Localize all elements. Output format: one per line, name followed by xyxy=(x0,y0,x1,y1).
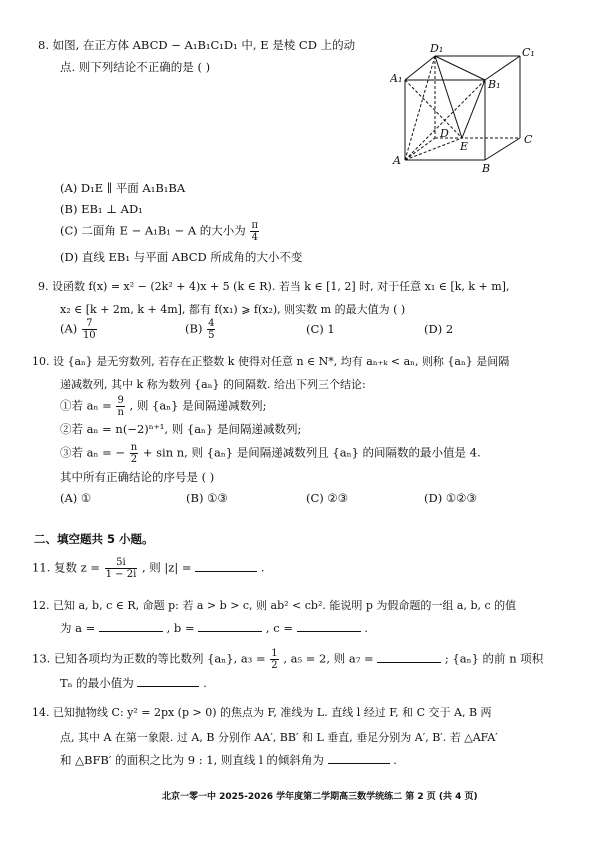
fraction-7-10: $\frac{7}{10}$ xyxy=(82,318,96,341)
q8-option-a: (A) D₁E ∥ 平面 A₁B₁BA xyxy=(60,181,186,195)
q8-option-d: (D) 直线 EB₁ 与平面 ABCD 所成角的大小不变 xyxy=(60,250,303,264)
fraction-pi-over-4: $\frac{\pi}{4}$ xyxy=(251,220,259,243)
fraction-n-2: $\frac{n}{2}$ xyxy=(130,442,138,465)
q10-option-d: (D) ①②③ xyxy=(424,491,477,505)
q8-stem-line1: 8. 如图, 在正方体 ABCD − A₁B₁C₁D₁ 中, E 是棱 CD 上的动 xyxy=(38,38,356,52)
q10-conclusion-3: ③若 aₙ = − $\frac{n}{2}$ + sin n, 则 {aₙ} 是间隔递减数列且 {aₙ} 的间隔数的最小值是 4. xyxy=(60,442,481,465)
fraction-1-2: $\frac{1}{2}$ xyxy=(271,648,278,671)
label-D: D xyxy=(440,127,449,140)
label-A: A xyxy=(393,154,401,167)
q12-b-blank[interactable] xyxy=(198,620,262,632)
q13-line1: 13. 已知各项均为正数的等比数列 {aₙ}, a₃ = $\frac{1}{2}$ , a₅ = 2, 则 a₇ = ; {aₙ} 的前 n 项积 xyxy=(32,648,544,671)
fraction-9-n: $\frac{9}{n}$ xyxy=(117,395,124,418)
q11: 11. 复数 z = $\frac{5i}{1 - 2i}$ , 则 |z| = . xyxy=(32,557,265,580)
q8-option-b: (B) EB₁ ⊥ AD₁ xyxy=(60,202,143,216)
q12-a-blank[interactable] xyxy=(99,620,163,632)
label-B: B xyxy=(482,162,491,175)
label-C: C xyxy=(524,133,533,146)
page-footer: 北京一零一中 2025-2026 学年度第二学期高三数学统练二 第 2 页 (共 4 页) xyxy=(162,792,478,802)
label-D1: D₁ xyxy=(430,42,444,55)
q8-option-c-text: (C) 二面角 E − A₁B₁ − A 的大小为 xyxy=(60,223,246,238)
q11-answer-blank[interactable] xyxy=(195,560,257,572)
q12-line1: 12. 已知 a, b, c ∈ R, 命题 p: 若 a > b > c, 则 ab² < cb². 能说明 p 为假命题的一组 a, b, c 的值 xyxy=(32,599,517,612)
q8-option-c xyxy=(60,220,260,243)
q10-option-c: (C) ②③ xyxy=(306,491,349,505)
section-2-heading: 二、填空题共 5 小题。 xyxy=(34,532,154,546)
q9-option-d: (D) 2 xyxy=(424,322,454,336)
q10-conclusion-2: ②若 aₙ = n(−2)ⁿ⁺¹, 则 {aₙ} 是间隔递减数列; xyxy=(60,422,302,436)
q9-line2: x₂ ∈ [k + 2m, k + 4m], 都有 f(x₁) ⩾ f(x₂), 则实数 m 的最大值为 ( ) xyxy=(60,303,406,316)
q9-option-b: (B) $\frac{4}{5}$ xyxy=(185,318,215,341)
q14-answer-blank[interactable] xyxy=(328,752,390,764)
fraction-4-5: $\frac{4}{5}$ xyxy=(208,318,215,341)
q14-line2: 点, 其中 A 在第一象限. 过 A, B 分别作 AA′, BB′ 和 L 垂直, 垂足分别为 A′, B′. 若 △AFA′ xyxy=(60,731,498,744)
q10-option-b: (B) ①③ xyxy=(186,491,228,505)
q14-line1: 14. 已知抛物线 C: y² = 2px (p > 0) 的焦点为 F, 准线为 L. 直线 l 经过 F, 和 C 交于 A, B 两 xyxy=(32,706,492,719)
label-A1: A₁ xyxy=(390,72,403,85)
q12-c-blank[interactable] xyxy=(297,620,361,632)
q10-line2: 递减数列, 其中 k 称为数列 {aₙ} 的间隔数. 给出下列三个结论: xyxy=(60,378,366,391)
q13-a7-blank[interactable] xyxy=(377,651,441,663)
q10-ask: 其中所有正确结论的序号是 ( ) xyxy=(60,470,215,484)
label-E: E xyxy=(460,140,469,153)
q10-line1: 10. 设 {aₙ} 是无穷数列, 若存在正整数 k 使得对任意 n ∈ N*, 均有 aₙ₊ₖ < aₙ, 则称 {aₙ} 是间隔 xyxy=(32,355,510,368)
q9-line1: 9. 设函数 f(x) = x² − (2k² + 4)x + 5 (k ∈ R). 若当 k ∈ [1, 2] 时, 对于任意 x₁ ∈ [k, k + m], xyxy=(38,280,510,293)
q9-option-a: (A) $\frac{7}{10}$ xyxy=(60,318,96,341)
q13-line2: Tₙ 的最小值为 . xyxy=(60,676,207,690)
q9-option-c: (C) 1 xyxy=(306,322,335,336)
q10-option-a: (A) ① xyxy=(60,491,92,505)
fraction-5i-over-1-2i: $\frac{5i}{1 - 2i}$ xyxy=(105,557,137,580)
q8-stem-line2: 点. 则下列结论不正确的是 ( ) xyxy=(60,60,211,74)
q12-line2: 为 a = , b = , c = . xyxy=(60,621,368,635)
cube-figure xyxy=(390,42,540,177)
label-B1: B₁ xyxy=(488,78,501,91)
label-C1: C₁ xyxy=(522,46,535,59)
q13-tn-blank[interactable] xyxy=(137,675,199,687)
q10-conclusion-1: ①若 aₙ = $\frac{9}{n}$ , 则 {aₙ} 是间隔递减数列; xyxy=(60,395,267,418)
q14-line3: 和 △BFB′ 的面积之比为 9 : 1, 则直线 l 的倾斜角为 . xyxy=(60,753,397,767)
